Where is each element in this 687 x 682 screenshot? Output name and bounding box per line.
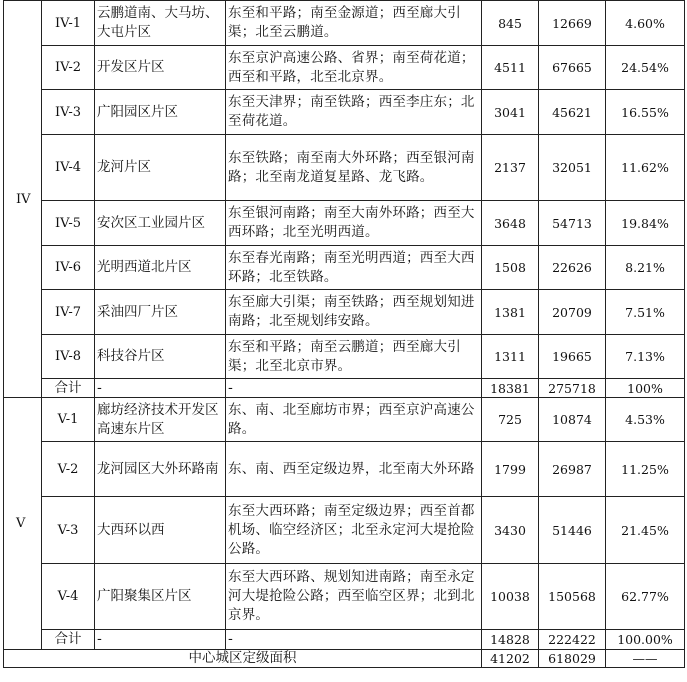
row-pct: 11.25%: [606, 442, 685, 497]
table-row: [4, 90, 685, 135]
row-households: 1381: [482, 290, 539, 335]
row-code: IV-4: [42, 135, 95, 201]
row-pct: 4.53%: [606, 398, 685, 442]
table-row: [4, 201, 685, 246]
row-desc: 东至春光南路；南至光明西道；西至大西环路；北至铁路。: [226, 246, 482, 290]
total-pct: ——: [606, 650, 685, 668]
row-name: 大西环以西: [95, 497, 226, 564]
row-pct: 4.60%: [606, 1, 685, 46]
row-people: 150568: [539, 564, 606, 630]
row-desc: 东至廊大引渠；南至铁路；西至规划知进南路；北至规划纬安路。: [226, 290, 482, 335]
row-desc: 东至大西环路、规划知进南路；南至永定河大堤抢险公路；西至临空区界；北到北京界。: [226, 564, 482, 630]
table-row: [4, 290, 685, 335]
row-name: 广阳园区片区: [95, 90, 226, 135]
row-pct: 7.13%: [606, 335, 685, 379]
row-households: 845: [482, 1, 539, 46]
row-name: 光明西道北片区: [95, 246, 226, 290]
subtotal-households: 18381: [482, 379, 539, 398]
total-label: 中心城区定级面积: [4, 650, 482, 668]
row-people: 12669: [539, 1, 606, 46]
row-pct: 11.62%: [606, 135, 685, 201]
table-row: [4, 497, 685, 564]
row-code: IV-7: [42, 290, 95, 335]
row-code: IV-1: [42, 1, 95, 46]
row-people: 45621: [539, 90, 606, 135]
row-people: 51446: [539, 497, 606, 564]
row-pct: 24.54%: [606, 46, 685, 90]
row-code: V-1: [42, 398, 95, 442]
row-name: 开发区片区: [95, 46, 226, 90]
row-households: 3430: [482, 497, 539, 564]
row-desc: 东至和平路；南至金源道；西至廊大引渠；北至云鹏道。: [226, 1, 482, 46]
row-code: IV-6: [42, 246, 95, 290]
row-code: IV-3: [42, 90, 95, 135]
subtotal-label: 合计: [42, 379, 95, 398]
row-households: 725: [482, 398, 539, 442]
grading-table: [3, 0, 685, 668]
row-code: V-4: [42, 564, 95, 630]
row-pct: 16.55%: [606, 90, 685, 135]
total-people: 618029: [539, 650, 606, 668]
row-households: 1508: [482, 246, 539, 290]
table-row: [4, 564, 685, 630]
row-code: IV-2: [42, 46, 95, 90]
table-row: [4, 1, 685, 46]
subtotal-row: [4, 379, 685, 398]
row-pct: 8.21%: [606, 246, 685, 290]
subtotal-desc: -: [226, 379, 482, 398]
row-code: IV-5: [42, 201, 95, 246]
group-label: V: [4, 398, 42, 650]
row-desc: 东至银河南路；南至大南外环路；西至大西环路；北至光明西道。: [226, 201, 482, 246]
row-people: 54713: [539, 201, 606, 246]
row-people: 19665: [539, 335, 606, 379]
row-pct: 7.51%: [606, 290, 685, 335]
table-row: [4, 335, 685, 379]
group-label: IV: [4, 1, 42, 398]
table-row: [4, 135, 685, 201]
subtotal-households: 14828: [482, 630, 539, 650]
row-households: 1311: [482, 335, 539, 379]
row-households: 3041: [482, 90, 539, 135]
row-desc: 东至铁路；南至南大外环路；西至银河南路；北至南龙道复星路、龙飞路。: [226, 135, 482, 201]
row-code: V-2: [42, 442, 95, 497]
table-row: [4, 442, 685, 497]
row-households: 2137: [482, 135, 539, 201]
row-name: 采油四厂片区: [95, 290, 226, 335]
subtotal-name: -: [95, 379, 226, 398]
row-desc: 东至大西环路；南至定级边界；西至首都机场、临空经济区；北至永定河大堤抢险公路。: [226, 497, 482, 564]
row-name: 科技谷片区: [95, 335, 226, 379]
row-households: 10038: [482, 564, 539, 630]
subtotal-pct: 100%: [606, 379, 685, 398]
table-row: [4, 398, 685, 442]
subtotal-name: -: [95, 630, 226, 650]
row-desc: 东、南、西至定级边界，北至南大外环路: [226, 442, 482, 497]
row-desc: 东至和平路；南至云鹏道；西至廊大引渠；北至北京市界。: [226, 335, 482, 379]
row-desc: 东至京沪高速公路、省界；南至荷花道；西至和平路，北至北京界。: [226, 46, 482, 90]
total-households: 41202: [482, 650, 539, 668]
row-pct: 21.45%: [606, 497, 685, 564]
subtotal-desc: -: [226, 630, 482, 650]
row-name: 廊坊经济技术开发区高速东片区: [95, 398, 226, 442]
total-row: [4, 650, 685, 668]
table-row: [4, 46, 685, 90]
row-code: V-3: [42, 497, 95, 564]
subtotal-label: 合计: [42, 630, 95, 650]
table-row: [4, 246, 685, 290]
row-households: 1799: [482, 442, 539, 497]
row-people: 67665: [539, 46, 606, 90]
row-name: 云鹏道南、大马坊、大屯片区: [95, 1, 226, 46]
subtotal-row: [4, 630, 685, 650]
row-desc: 东、南、北至廊坊市界；西至京沪高速公路。: [226, 398, 482, 442]
subtotal-people: 275718: [539, 379, 606, 398]
row-households: 4511: [482, 46, 539, 90]
row-pct: 62.77%: [606, 564, 685, 630]
row-desc: 东至天津界；南至铁路；西至李庄东；北至荷花道。: [226, 90, 482, 135]
row-name: 龙河园区大外环路南: [95, 442, 226, 497]
row-people: 10874: [539, 398, 606, 442]
subtotal-people: 222422: [539, 630, 606, 650]
row-name: 龙河片区: [95, 135, 226, 201]
row-households: 3648: [482, 201, 539, 246]
row-pct: 19.84%: [606, 201, 685, 246]
row-people: 26987: [539, 442, 606, 497]
row-people: 20709: [539, 290, 606, 335]
subtotal-pct: 100.00%: [606, 630, 685, 650]
row-name: 安次区工业园片区: [95, 201, 226, 246]
row-code: IV-8: [42, 335, 95, 379]
row-people: 32051: [539, 135, 606, 201]
row-people: 22626: [539, 246, 606, 290]
row-name: 广阳聚集区片区: [95, 564, 226, 630]
